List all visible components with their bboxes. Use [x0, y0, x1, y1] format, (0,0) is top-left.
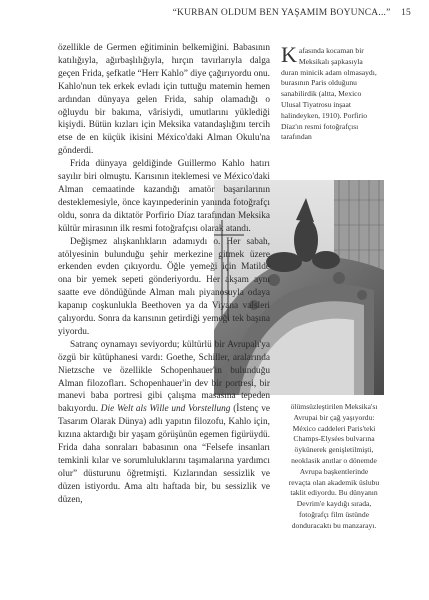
paragraph: [58, 339, 270, 507]
photo-caption-top: [281, 42, 379, 143]
main-text-column: [58, 42, 270, 507]
paragraph: Değişmez alışkanlıkların adamıydı o. Her sabah, atölyesinin bulunduğu şehir merkezine gitmek üzere erkenden evden çıkıyordu. Öğle yemeği için Matilde ona bir yemek sepeti gönderiyordu. Her akşam aynı saatte eve döndüğünde Alman malı piyanosuyla odaya kapanıp coşkunlukla Beethoven ya da Viyana valsleri çalıyordu. Sonra da karısının getirdiği yemeği tek başına yiyordu.: [58, 236, 270, 337]
book-title: Die Welt als Wille und Vorstellung: [100, 404, 231, 415]
paragraph: Frida dünyaya geldiğinde Guillermo Kahlo hatırı sayılır biri olmuştu. Karısının iteklemesi ve México'daki Alman cemaatinde kazandığı amatör başarılarının desteklemesiyle, önce kayınpederinin yanında fotoğrafçı oldu, sonra da diktatör Porfirio Díaz tarafından Meksika kültür mirasının ilk resmi fotoğrafçısı olarak atandı.: [58, 159, 270, 234]
paragraph: özellikle de Germen eğitiminin belkemiğini. Babasının katılığıyla, ağırbaşlılığıyla, hırçın tavırlarıyla dalga geçen Frida, şefkatle “Herr Kahlo” diye çağırıyordu onu. Kahlo'nun tek erkek evladı için tuttuğu matemin hemen ardından dünyaya gelen Frida, sahip olamadığı o oğluydu bir bakıma, vârisiydi, umutlarını yüklediği kişiydi. Bütün kızları için Meksika vatandaşlığını tercih etse de en küçük ikisini México'daki Alman Okulu'na gönderdi.: [58, 43, 270, 157]
drop-cap: K: [281, 42, 297, 67]
running-title: “KURBAN OLDUM BEN YAŞAMIM BOYUNCA...”: [172, 8, 391, 18]
page-number: 15: [401, 8, 411, 18]
running-header: [0, 8, 411, 18]
caption-text-1: afasında kocaman bir Meksikalı şapkasıyla duran minicik adam olmasaydı, burasının Paris olduğunu sanabilirdik (altta, Mexico Ulusal Tiyatrosu inşaat halindeyken, 1910). Porfirio Díaz'ın resmi fotoğrafçısı tarafından: [281, 46, 377, 142]
caption-text-2: ölümsüzleştirilen Meksika'sı Avrupai bir çağ yaşıyordu: México caddeleri Paris'teki Champs-Elysées bulvarına öykünerek genişletilmişti, neoklasik anıtlar o dönemde Avrupa başkentlerinde revaçta olan akademik üslubu taklit ediyordu. Bu dünyanın Devrim'e kaydığı sırada, fotoğrafçı film üstünde donduracaktı bu manzarayı.: [288, 402, 380, 530]
photo-caption-bottom: [288, 402, 380, 532]
paragraph-part: Satranç oynamayı seviyordu; kültürlü bir Avrupalı'ya özgü bir kütüphanesi vardı: Goethe, Schiller, aralarında Nietzsche ve özellikle Schopenhauer'in bulunduğu Alman filozofları. Schopenhauer'in dev bir portresi, bir manevi baba portresi gibi çalışma masasına tepeden bakıyordu.: [58, 339, 270, 415]
paragraph-part: (İstenç ve Tasarım Olarak Dünya) adlı yapıtın filozofu, Kahlo için, kızına aktardığı bir yaşam görüşünün egemen figürüydü. Frida daha sonraları babasının ona “Felsefe insanları temkinli kılar ve sorumluluklarını taşımalarına yardımcı olur” düsturunu öğretmişti. Kızlarından sessizlik ve düzen istiyordu. Ama altı haftada bir, bu sessizlik ve düzen,: [58, 404, 271, 505]
